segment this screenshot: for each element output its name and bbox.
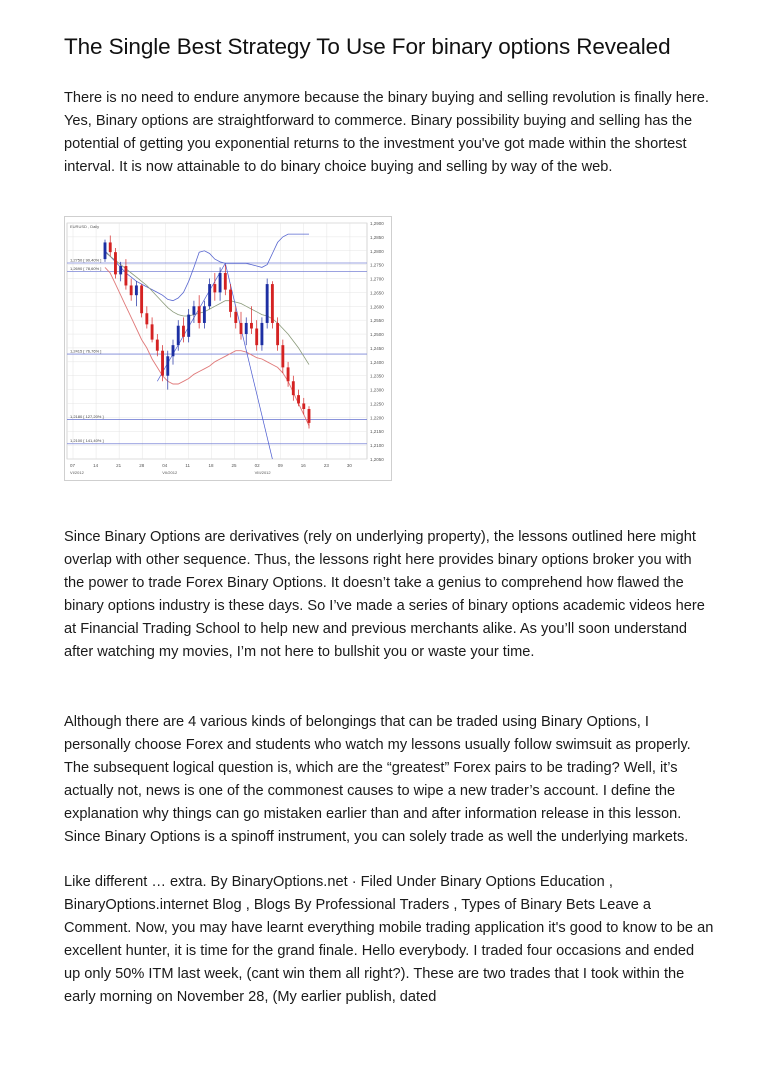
price-tick-label: 1,2850	[370, 234, 384, 240]
month-label: VI/2012	[70, 470, 84, 475]
price-tick-label: 1,2250	[370, 401, 384, 407]
price-tick-label: 1,2150	[370, 429, 384, 435]
price-tick-label: 1,2900	[370, 221, 384, 226]
price-tick-label: 1,2450	[370, 345, 384, 351]
date-tick-label: 07	[70, 463, 76, 468]
date-tick-label: 30	[346, 463, 352, 468]
candle-body	[177, 326, 180, 345]
candle-body	[161, 351, 164, 376]
candle-body	[287, 367, 290, 381]
month-label: VIII/2012	[254, 470, 271, 475]
price-tick-label: 1,2550	[370, 318, 384, 324]
price-tick-label: 1,2050	[370, 457, 384, 462]
candle-body	[145, 313, 148, 324]
date-tick-label: 16	[300, 463, 306, 468]
price-tick-label: 1,2350	[370, 373, 384, 379]
paragraph-derivatives: Since Binary Options are derivatives (rely on underlying property), the lessons outlined here might overlap with other sequence. Thus, the lessons right here provides binary options broker you with the power to trade Forex Binary Options. It doesn’t take a genius to comprehend how flawed the binary options industry is these days. So I’ve made a series of binary options academic videos here at Financial Trading School to help new and previous merchants alike. As you’ll soon understand after watching my movies, I’m not here to bullshit you or waste your time.	[64, 529, 705, 660]
date-tick-label: 14	[93, 463, 99, 468]
candle-body	[271, 284, 274, 323]
price-tick-label: 1,2100	[370, 443, 384, 449]
page-title: The Single Best Strategy To Use For binary options Revealed	[64, 34, 671, 59]
candle-body	[224, 273, 227, 290]
chart-title: EURUSD , Daily	[70, 224, 100, 229]
date-tick-label: 02	[254, 463, 260, 468]
candle-body	[234, 312, 237, 323]
candle-body	[260, 323, 263, 345]
paragraph-trades: Like different … extra. By BinaryOptions.net · Filed Under Binary Options Education , BinaryOptions.internet Blog , Blogs By Professional Traders , Types of Binary Bets Leave a Comment. Now, you may have learnt everything mobile trading application it's good to know to be an excellent hunter, it is time for the grand finale. Hello everybody. I traded four occasions and ended up only 50% ITM last week, (cant win them all right?). These are two trades that I took within the early morning on November 28, (My earlier publish, dated	[64, 874, 714, 1005]
fib-level-label: 1,2180 [ 127,20% ]	[70, 414, 104, 420]
candle-body	[266, 284, 269, 323]
date-tick-label: 21	[116, 463, 122, 468]
candle-body	[104, 242, 107, 259]
candle-body	[166, 356, 169, 375]
candle-body	[203, 306, 206, 323]
date-tick-label: 04	[162, 463, 168, 468]
candle-body	[281, 345, 284, 367]
candle-body	[192, 306, 195, 314]
candle-body	[292, 381, 295, 395]
price-tick-label: 1,2400	[370, 359, 384, 365]
price-tick-label: 1,2750	[370, 262, 384, 268]
price-tick-label: 1,2800	[370, 248, 384, 254]
candle-body	[135, 285, 138, 295]
fib-level-label: 1,2100 [ 141,40% ]	[70, 438, 104, 444]
price-tick-label: 1,2500	[370, 332, 384, 338]
candle-body	[208, 284, 211, 306]
candle-body	[182, 326, 185, 337]
candle-body	[109, 242, 112, 252]
candle-body	[114, 252, 117, 274]
candlestick-chart	[65, 217, 391, 480]
fib-level-label: 1,2690 [ 78,60% ]	[70, 266, 102, 272]
candle-body	[172, 345, 175, 356]
candle-body	[156, 340, 159, 351]
price-tick-label: 1,2700	[370, 276, 384, 282]
paragraph-forex-assets: Although there are 4 various kinds of belongings that can be traded using Binary Options, I personally choose Forex and students who watch my lessons usually follow swimsuit as properly. The subsequent logical question is, which are the “greatest” Forex pairs to be trading? Well, it’s actually not, news is one of the commonest causes to wipe a new trader’s account. I define the explanation why things can go mistaken earlier than and after information release in this lesson. Since Binary Options is a spinoff instrument, you can solely trade as well the underlying markets.	[64, 714, 691, 845]
candle-body	[124, 266, 127, 285]
forex-chart-image	[64, 216, 392, 481]
candle-body	[255, 329, 258, 346]
candle-body	[187, 315, 190, 337]
candle-body	[308, 409, 311, 423]
date-tick-label: 09	[277, 463, 283, 468]
month-label: VII/2012	[162, 470, 178, 475]
candle-body	[229, 290, 232, 312]
paragraph-intro: There is no need to endure anymore because the binary buying and selling revolution is finally here. Yes, Binary options are straightforward to commerce. Binary possibility buying and selling has the potential of getting you exponential returns to the investment you've got made within the shortest interval. It is now attainable to do binary choice buying and selling by way of the web.	[64, 90, 709, 175]
candle-body	[198, 306, 201, 323]
fib-level-label: 1,2750 [ 90,40% ]	[70, 257, 102, 263]
candle-body	[140, 285, 143, 313]
price-tick-label: 1,2650	[370, 290, 384, 296]
candle-body	[297, 395, 300, 403]
date-tick-label: 25	[231, 463, 237, 468]
candle-body	[119, 266, 122, 274]
date-tick-label: 11	[185, 463, 191, 468]
date-tick-label: 28	[139, 463, 145, 468]
candle-body	[240, 323, 243, 334]
candle-body	[302, 403, 305, 409]
candle-body	[151, 324, 154, 339]
candle-body	[250, 323, 253, 329]
date-tick-label: 23	[323, 463, 329, 468]
price-tick-label: 1,2200	[370, 415, 384, 421]
candle-body	[213, 284, 216, 292]
fib-level-label: 1,2415 [ 76,76% ]	[70, 348, 102, 354]
candle-body	[219, 273, 222, 292]
price-tick-label: 1,2300	[370, 387, 384, 393]
candle-body	[130, 285, 133, 295]
candle-body	[276, 323, 279, 345]
price-tick-label: 1,2600	[370, 304, 384, 310]
candle-body	[245, 323, 248, 334]
date-tick-label: 18	[208, 463, 214, 468]
